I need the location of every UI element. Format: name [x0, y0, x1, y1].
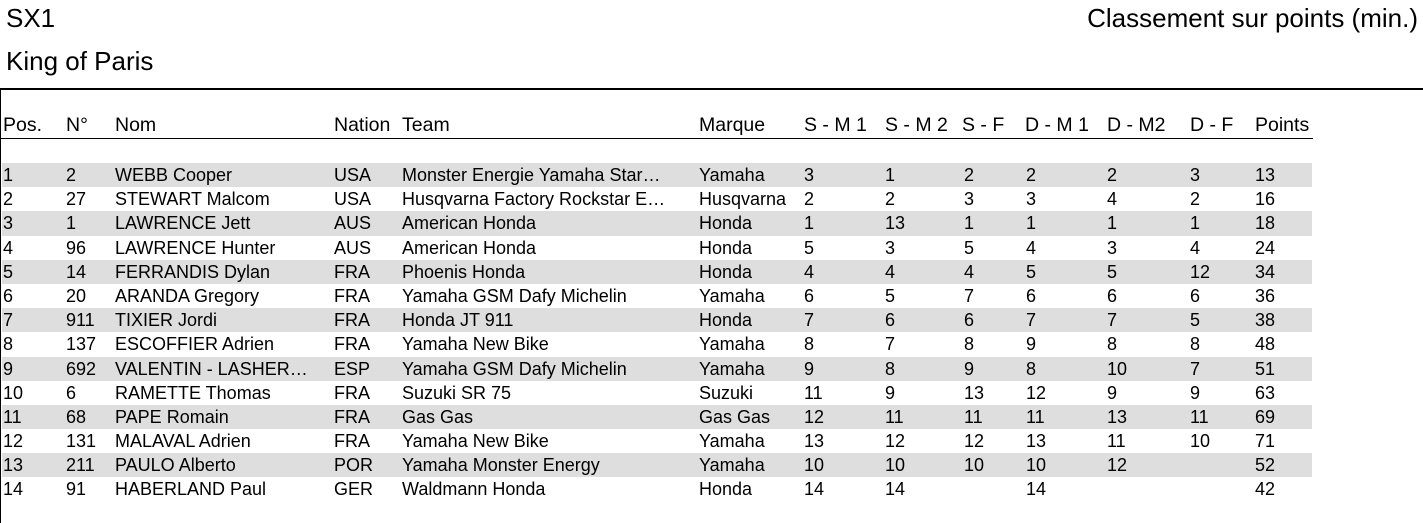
- cell-dm2: 10: [1107, 358, 1128, 379]
- cell-sf: 10: [964, 455, 985, 476]
- cell-num: 14: [66, 261, 87, 282]
- cell-num: 131: [66, 431, 97, 452]
- cell-dm1: 5: [1026, 261, 1037, 282]
- cell-pos: 1: [3, 165, 14, 185]
- cell-df: 4: [1190, 237, 1201, 258]
- cell-df: 3: [1190, 165, 1201, 185]
- cell-dm1: 2: [1026, 165, 1037, 185]
- col-header-brand: Marque: [699, 114, 766, 136]
- cell-team: Suzuki SR 75: [402, 382, 512, 403]
- cell-sm2: 3: [885, 237, 896, 258]
- cell-points: 13: [1255, 165, 1276, 185]
- cell-sm2: 14: [885, 479, 906, 500]
- cell-sm1: 6: [804, 285, 815, 306]
- cell-team: American Honda: [402, 237, 537, 258]
- cell-df: 9: [1190, 382, 1201, 403]
- cell-num: 1: [66, 213, 77, 234]
- cell-sm2: 4: [885, 261, 896, 282]
- cell-points: 69: [1255, 406, 1276, 427]
- cell-points: 71: [1255, 431, 1276, 452]
- cell-sm1: 2: [804, 189, 815, 210]
- cell-sf: 7: [964, 285, 975, 306]
- table-row: [2, 332, 1312, 356]
- cell-team: Yamaha New Bike: [402, 431, 549, 452]
- cell-dm1: 1: [1026, 213, 1037, 234]
- cell-num: 96: [66, 237, 87, 258]
- cell-brand: Honda: [699, 237, 753, 258]
- cell-num: 91: [66, 479, 87, 500]
- cell-nation: FRA: [334, 310, 370, 331]
- cell-num: 27: [66, 189, 87, 210]
- cell-team: Honda JT 911: [402, 310, 514, 331]
- cell-pos: 5: [3, 261, 14, 282]
- cell-team: Gas Gas: [402, 406, 474, 427]
- table-row: [2, 477, 1312, 501]
- cell-nation: AUS: [334, 213, 372, 234]
- cell-name: RAMETTE Thomas: [115, 382, 271, 403]
- cell-team: Waldmann Honda: [402, 479, 546, 500]
- cell-dm2: 8: [1107, 334, 1118, 355]
- cell-pos: 4: [3, 237, 14, 258]
- cell-brand: Honda: [699, 310, 753, 331]
- col-header-points: Points: [1255, 114, 1310, 136]
- cell-points: 24: [1255, 237, 1276, 258]
- cell-dm1: 8: [1026, 358, 1037, 379]
- cell-name: VALENTIN - LASHER…: [115, 358, 308, 379]
- table-row: [2, 236, 1312, 260]
- cell-brand: Suzuki: [699, 382, 754, 403]
- cell-team: Husqvarna Factory Rockstar E…: [402, 189, 666, 210]
- table-row: [2, 429, 1312, 453]
- cell-points: 18: [1255, 213, 1276, 234]
- table-row: [2, 357, 1312, 381]
- cell-sm1: 4: [804, 261, 815, 282]
- cell-sm2: 2: [885, 189, 896, 210]
- cell-df: 10: [1190, 431, 1211, 452]
- cell-dm2: 12: [1107, 455, 1128, 476]
- cell-sm2: 9: [885, 382, 896, 403]
- cell-sm2: 6: [885, 310, 896, 331]
- cell-pos: 3: [3, 213, 14, 234]
- table-row: [2, 211, 1312, 235]
- table-row: [2, 260, 1312, 284]
- cell-pos: 7: [3, 310, 14, 331]
- cell-name: LAWRENCE Jett: [115, 213, 251, 234]
- cell-df: 5: [1190, 310, 1201, 331]
- results-table: [2, 163, 1312, 502]
- cell-team: American Honda: [402, 213, 537, 234]
- cell-num: 911: [66, 310, 95, 331]
- cell-dm2: 4: [1107, 189, 1118, 210]
- cell-sf: 13: [964, 382, 985, 403]
- table-row: [2, 381, 1312, 405]
- cell-dm2: 7: [1107, 310, 1118, 331]
- cell-name: HABERLAND Paul: [115, 479, 267, 500]
- cell-brand: Husqvarna: [699, 189, 787, 210]
- cell-sm1: 10: [804, 455, 825, 476]
- cell-sm2: 1: [885, 165, 896, 185]
- cell-brand: Yamaha: [699, 285, 765, 306]
- cell-sm1: 11: [804, 382, 823, 403]
- col-header-nation: Nation: [334, 114, 391, 136]
- table-row: [2, 308, 1312, 332]
- cell-dm1: 3: [1026, 189, 1037, 210]
- cell-brand: Yamaha: [699, 431, 765, 452]
- cell-sm1: 1: [804, 213, 815, 234]
- col-header-sf: S - F: [962, 114, 1005, 136]
- cell-brand: Honda: [699, 479, 753, 500]
- cell-dm1: 6: [1026, 285, 1037, 306]
- cell-df: 6: [1190, 285, 1201, 306]
- cell-points: 16: [1255, 189, 1276, 210]
- table-row: [2, 284, 1312, 308]
- cell-dm1: 13: [1026, 431, 1047, 452]
- cell-brand: Yamaha: [699, 358, 765, 379]
- cell-sm1: 7: [804, 310, 815, 331]
- cell-df: 1: [1190, 213, 1201, 234]
- cell-sf: 11: [964, 406, 983, 427]
- cell-sm2: 10: [885, 455, 906, 476]
- cell-sm2: 13: [885, 213, 906, 234]
- cell-team: Monster Energie Yamaha Star…: [402, 165, 661, 185]
- cell-pos: 14: [3, 479, 24, 500]
- cell-dm2: 6: [1107, 285, 1118, 306]
- cell-sf: 9: [964, 358, 975, 379]
- cell-sm2: 12: [885, 431, 906, 452]
- cell-points: 51: [1255, 358, 1276, 379]
- cell-dm1: 10: [1026, 455, 1047, 476]
- col-header-team: Team: [402, 114, 450, 136]
- cell-name: WEBB Cooper: [115, 165, 233, 185]
- cell-points: 38: [1255, 310, 1276, 331]
- cell-sm1: 9: [804, 358, 815, 379]
- cell-nation: FRA: [334, 285, 370, 306]
- cell-dm2: 9: [1107, 382, 1118, 403]
- cell-sm1: 5: [804, 237, 815, 258]
- cell-nation: FRA: [334, 406, 370, 427]
- cell-nation: AUS: [334, 237, 372, 258]
- cell-points: 36: [1255, 285, 1276, 306]
- table-row: [2, 163, 1312, 187]
- cell-sm1: 3: [804, 165, 815, 185]
- cell-sf: 2: [964, 165, 975, 185]
- cell-brand: Yamaha: [699, 334, 765, 355]
- cell-nation: FRA: [334, 431, 370, 452]
- cell-num: 692: [66, 358, 97, 379]
- table-row: [2, 453, 1312, 477]
- cell-sm1: 14: [804, 479, 825, 500]
- col-header-sm1: S - M 1: [804, 114, 867, 136]
- cell-sf: 8: [964, 334, 975, 355]
- cell-dm1: 14: [1026, 479, 1047, 500]
- col-header-dm2: D - M2: [1107, 114, 1166, 136]
- cell-dm2: 11: [1107, 431, 1126, 452]
- col-header-sm2: S - M 2: [885, 114, 948, 136]
- cell-sm2: 11: [885, 406, 904, 427]
- cell-brand: Honda: [699, 213, 753, 234]
- col-header-num: N°: [66, 114, 88, 136]
- cell-points: 42: [1255, 479, 1276, 500]
- cell-name: PAULO Alberto: [115, 455, 236, 476]
- cell-pos: 2: [3, 189, 14, 210]
- cell-df: 12: [1190, 261, 1211, 282]
- cell-brand: Yamaha: [699, 165, 765, 185]
- cell-num: 2: [66, 165, 77, 185]
- cell-num: 137: [66, 334, 97, 355]
- cell-dm1: 4: [1026, 237, 1037, 258]
- cell-df: 2: [1190, 189, 1201, 210]
- cell-sf: 4: [964, 261, 975, 282]
- cell-sm1: 12: [804, 406, 825, 427]
- cell-sm2: 8: [885, 358, 896, 379]
- cell-num: 6: [66, 382, 77, 403]
- cell-num: 68: [66, 406, 87, 427]
- cell-pos: 10: [3, 382, 24, 403]
- cell-dm1: 9: [1026, 334, 1037, 355]
- cell-nation: POR: [334, 455, 374, 476]
- cell-name: FERRANDIS Dylan: [115, 261, 271, 282]
- cell-points: 34: [1255, 261, 1276, 282]
- col-header-df: D - F: [1190, 114, 1234, 136]
- left-border: [0, 88, 1, 523]
- cell-df: 7: [1190, 358, 1201, 379]
- category-title: SX1: [6, 3, 56, 33]
- cell-nation: FRA: [334, 382, 370, 403]
- cell-sf: 3: [964, 189, 975, 210]
- cell-pos: 13: [3, 455, 24, 476]
- cell-df: 11: [1190, 406, 1209, 427]
- cell-brand: Honda: [699, 261, 753, 282]
- col-header-dm1: D - M 1: [1025, 114, 1089, 136]
- cell-dm1: 12: [1026, 382, 1047, 403]
- cell-df: 8: [1190, 334, 1201, 355]
- cell-sm2: 5: [885, 285, 896, 306]
- table-row: [2, 405, 1312, 429]
- cell-num: 20: [66, 285, 87, 306]
- cell-name: MALAVAL Adrien: [115, 431, 251, 452]
- cell-nation: USA: [334, 189, 372, 210]
- cell-dm2: 1: [1107, 213, 1118, 234]
- cell-dm2: 3: [1107, 237, 1118, 258]
- cell-pos: 11: [3, 406, 22, 427]
- cell-sm1: 13: [804, 431, 825, 452]
- column-divider: [0, 138, 1313, 139]
- cell-pos: 6: [3, 285, 14, 306]
- header-divider: [0, 88, 1423, 90]
- cell-sm2: 7: [885, 334, 896, 355]
- event-title: King of Paris: [6, 46, 154, 76]
- cell-team: Phoenis Honda: [402, 261, 526, 282]
- cell-name: STEWART Malcom: [115, 189, 270, 210]
- cell-sf: 6: [964, 310, 975, 331]
- table-header: [0, 112, 1423, 138]
- cell-pos: 8: [3, 334, 14, 355]
- cell-brand: Yamaha: [699, 455, 765, 476]
- cell-name: LAWRENCE Hunter: [115, 237, 276, 258]
- cell-nation: ESP: [334, 358, 371, 379]
- cell-dm2: 5: [1107, 261, 1118, 282]
- col-header-name: Nom: [115, 114, 157, 136]
- cell-nation: GER: [334, 479, 374, 500]
- cell-points: 52: [1255, 455, 1276, 476]
- cell-dm1: 11: [1026, 406, 1045, 427]
- col-header-pos: Pos.: [3, 114, 43, 136]
- cell-team: Yamaha GSM Dafy Michelin: [402, 358, 627, 379]
- cell-name: ESCOFFIER Adrien: [115, 334, 275, 355]
- cell-points: 63: [1255, 382, 1276, 403]
- cell-sm1: 8: [804, 334, 815, 355]
- cell-pos: 9: [3, 358, 14, 379]
- cell-nation: USA: [334, 165, 372, 185]
- cell-name: TIXIER Jordi: [115, 310, 218, 331]
- cell-nation: FRA: [334, 334, 370, 355]
- cell-sf: 1: [964, 213, 975, 234]
- cell-team: Yamaha Monster Energy: [402, 455, 600, 476]
- ranking-title: Classement sur points (min.): [1087, 3, 1418, 33]
- cell-nation: FRA: [334, 261, 370, 282]
- cell-sf: 12: [964, 431, 985, 452]
- cell-dm2: 13: [1107, 406, 1128, 427]
- cell-name: PAPE Romain: [115, 406, 229, 427]
- cell-num: 211: [66, 455, 95, 476]
- cell-team: Yamaha GSM Dafy Michelin: [402, 285, 627, 306]
- cell-sf: 5: [964, 237, 975, 258]
- cell-brand: Gas Gas: [699, 406, 771, 427]
- table-row: [2, 187, 1312, 211]
- cell-name: ARANDA Gregory: [115, 285, 260, 306]
- cell-team: Yamaha New Bike: [402, 334, 549, 355]
- cell-points: 48: [1255, 334, 1276, 355]
- cell-dm2: 2: [1107, 165, 1118, 185]
- cell-pos: 12: [3, 431, 24, 452]
- cell-dm1: 7: [1026, 310, 1037, 331]
